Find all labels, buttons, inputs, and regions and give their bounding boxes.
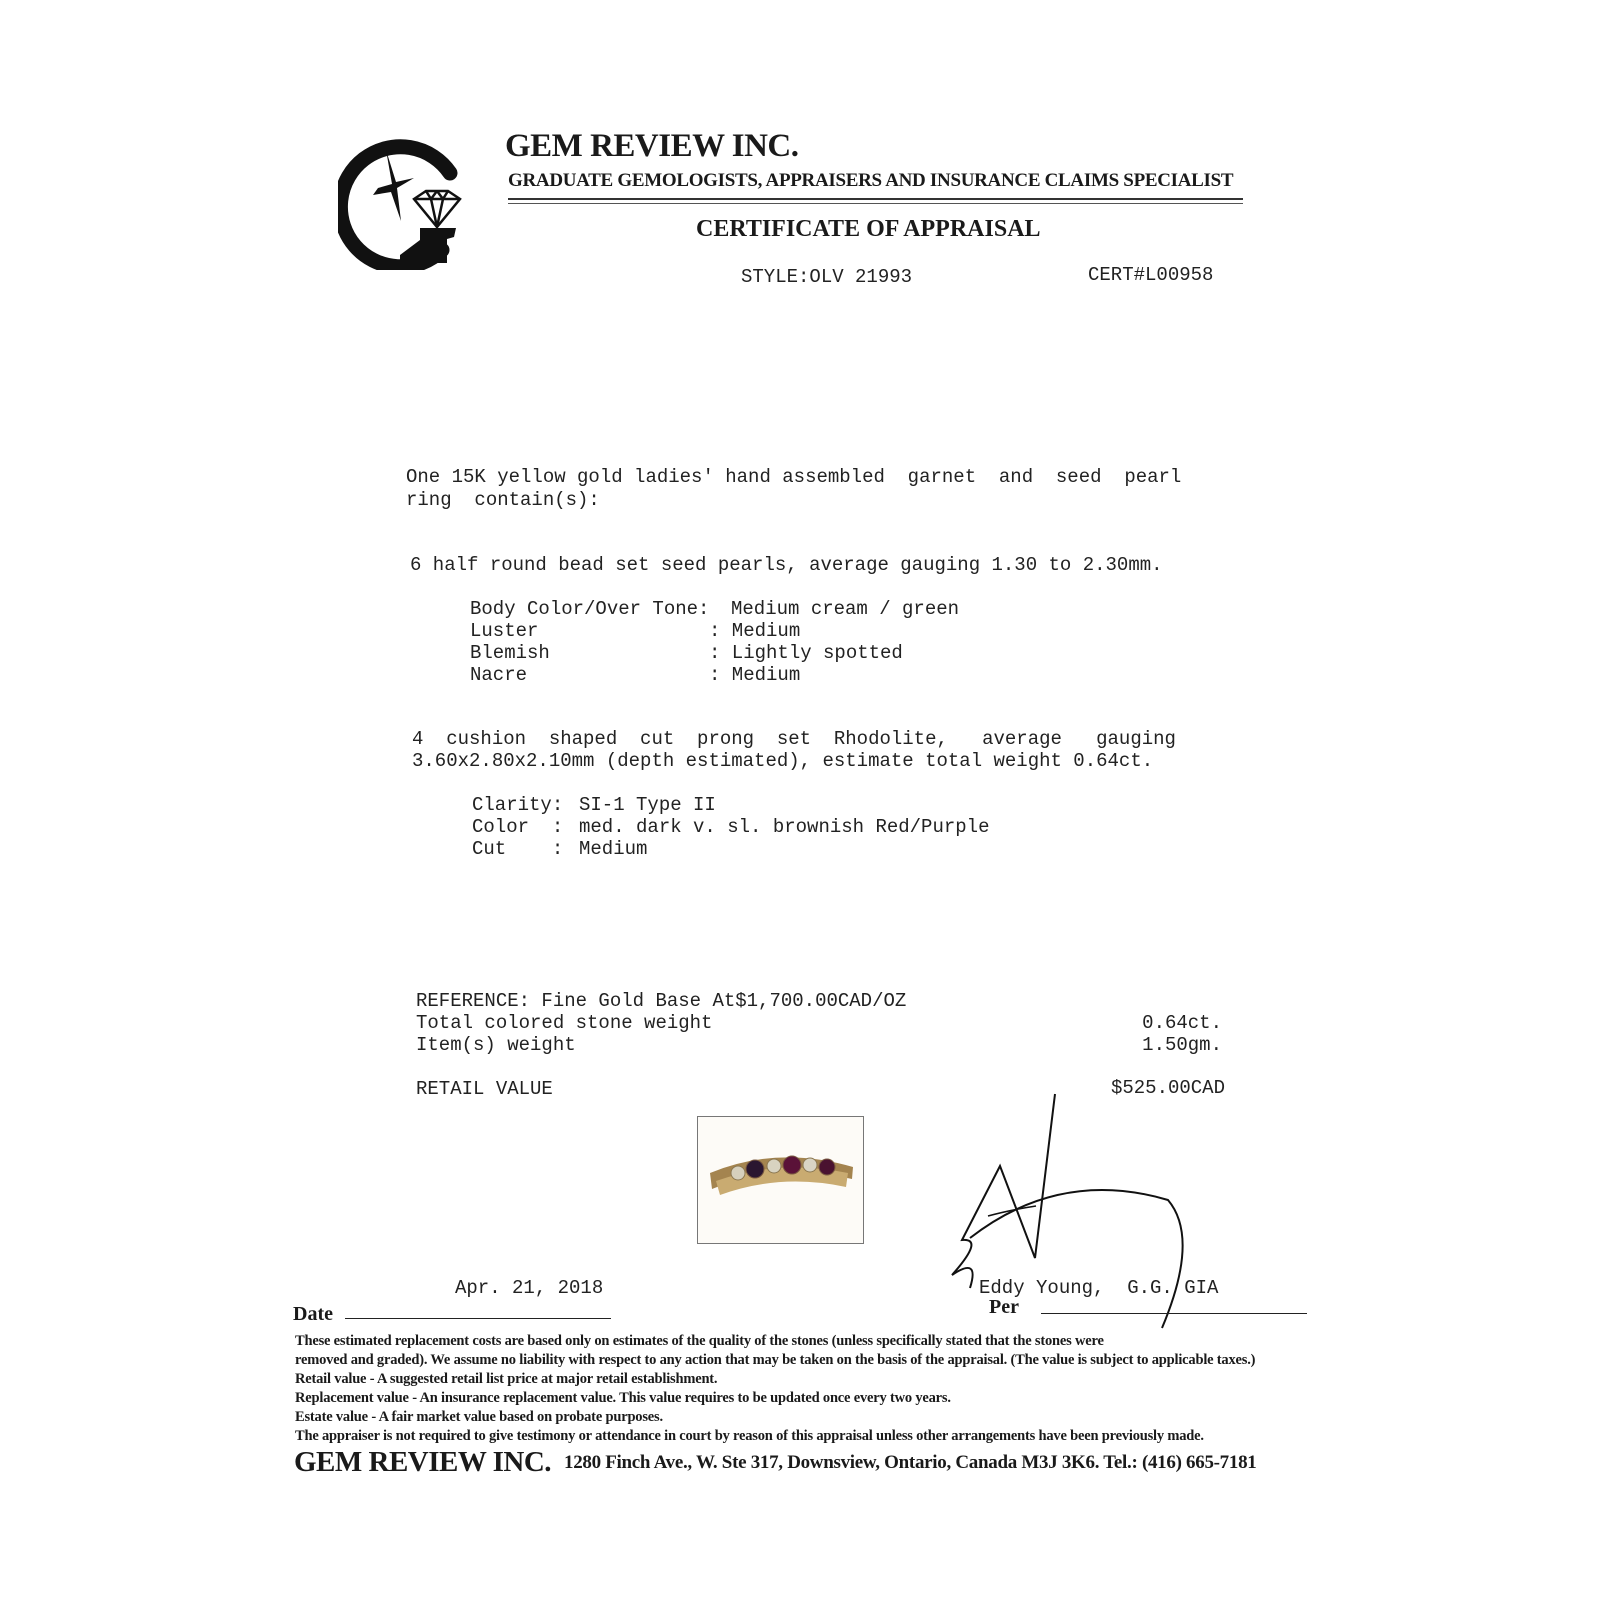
disclaimer-line: Retail value - A suggested retail list price at major retail establishment.: [295, 1371, 718, 1387]
disclaimer-line: These estimated replacement costs are based only on estimates of the quality of the stones (unless specifically stated that the stones were: [295, 1333, 1104, 1349]
pearl-attr-label: Luster: [470, 620, 539, 642]
item-weight-value: 1.50gm.: [1142, 1034, 1222, 1056]
pearl-attr-value: Medium cream / green: [731, 598, 960, 620]
gem-review-logo-icon: [338, 135, 468, 270]
item-weight-label: Item(s) weight: [416, 1034, 576, 1056]
per-signature-line: [1041, 1313, 1307, 1314]
rhodolite-attr-value: Medium: [579, 838, 648, 860]
retail-value-amount: $525.00CAD: [1110, 1077, 1225, 1099]
item-description-line-1: One 15K yellow gold ladies' hand assembled garnet and seed pearl: [406, 466, 1182, 488]
company-tagline: GRADUATE GEMOLOGISTS, APPRAISERS AND INSURANCE CLAIMS SPECIALIST: [508, 170, 1234, 191]
stone-weight-value: 0.64ct.: [1142, 1012, 1222, 1034]
rhodolite-attr-label: Color :: [472, 816, 564, 838]
footer-company-name: GEM REVIEW INC.: [294, 1446, 552, 1478]
ring-icon: [698, 1117, 863, 1243]
disclaimer-line: The appraiser is not required to give testimony or attendance in court by reason of this appraisal unless other arrangements have been previously made.: [295, 1428, 1204, 1444]
rhodolite-attr-value: SI-1 Type II: [579, 794, 716, 816]
pearl-attr-value: : Lightly spotted: [709, 642, 903, 664]
footer-address: 1280 Finch Ave., W. Ste 317, Downsview, Ontario, Canada M3J 3K6. Tel.: (416) 665-7181: [564, 1452, 1257, 1473]
rhodolite-attr-value: med. dark v. sl. brownish Red/Purple: [579, 816, 990, 838]
pearl-summary: 6 half round bead set seed pearls, average gauging 1.30 to 2.30mm.: [410, 554, 1163, 576]
ring-photo: [697, 1116, 864, 1244]
pearl-attr-label: Blemish: [470, 642, 550, 664]
certificate-title: CERTIFICATE OF APPRAISAL: [696, 216, 1041, 242]
pearl-attr-value: : Medium: [709, 620, 801, 642]
company-name: GEM REVIEW INC.: [505, 128, 799, 164]
rhodolite-description-line-1: 4 cushion shaped cut prong set Rhodolite, average gauging: [412, 728, 1176, 750]
rhodolite-attr-label: Clarity:: [472, 794, 564, 816]
pearl-attr-label: Body Color/Over Tone:: [470, 598, 710, 620]
appraiser-name: Eddy Young, G.G. GIA: [979, 1277, 1219, 1299]
disclaimer-line: removed and graded). We assume no liability with respect to any action that may be taken on the basis of the appraisal. (The value is subject to applicable taxes.): [295, 1352, 1256, 1368]
gold-reference: REFERENCE: Fine Gold Base At$1,700.00CAD/OZ: [416, 990, 907, 1012]
date-label: Date: [293, 1303, 333, 1325]
retail-value-label: RETAIL VALUE: [416, 1078, 553, 1100]
disclaimer-line: Replacement value - An insurance replacement value. This value requires to be updated once every two years.: [295, 1390, 951, 1406]
pearl-attr-value: : Medium: [709, 664, 801, 686]
item-description-line-2: ring contain(s):: [406, 489, 600, 511]
appraisal-date: Apr. 21, 2018: [455, 1277, 604, 1299]
signature-icon: [940, 1088, 1210, 1338]
header-divider: [508, 198, 1243, 200]
rhodolite-description-line-2: 3.60x2.80x2.10mm (depth estimated), estimate total weight 0.64ct.: [412, 750, 1154, 772]
style-number: STYLE:OLV 21993: [741, 266, 913, 288]
disclaimer-line: Estate value - A fair market value based on probate purposes.: [295, 1409, 663, 1425]
stone-weight-label: Total colored stone weight: [416, 1012, 713, 1034]
per-label: Per: [989, 1296, 1019, 1318]
cert-number: CERT#L00958: [1088, 264, 1214, 286]
date-signature-line: [345, 1318, 611, 1319]
pearl-attr-label: Nacre: [470, 664, 528, 686]
rhodolite-attr-label: Cut :: [472, 838, 564, 860]
header-divider-thin: [508, 203, 1243, 204]
